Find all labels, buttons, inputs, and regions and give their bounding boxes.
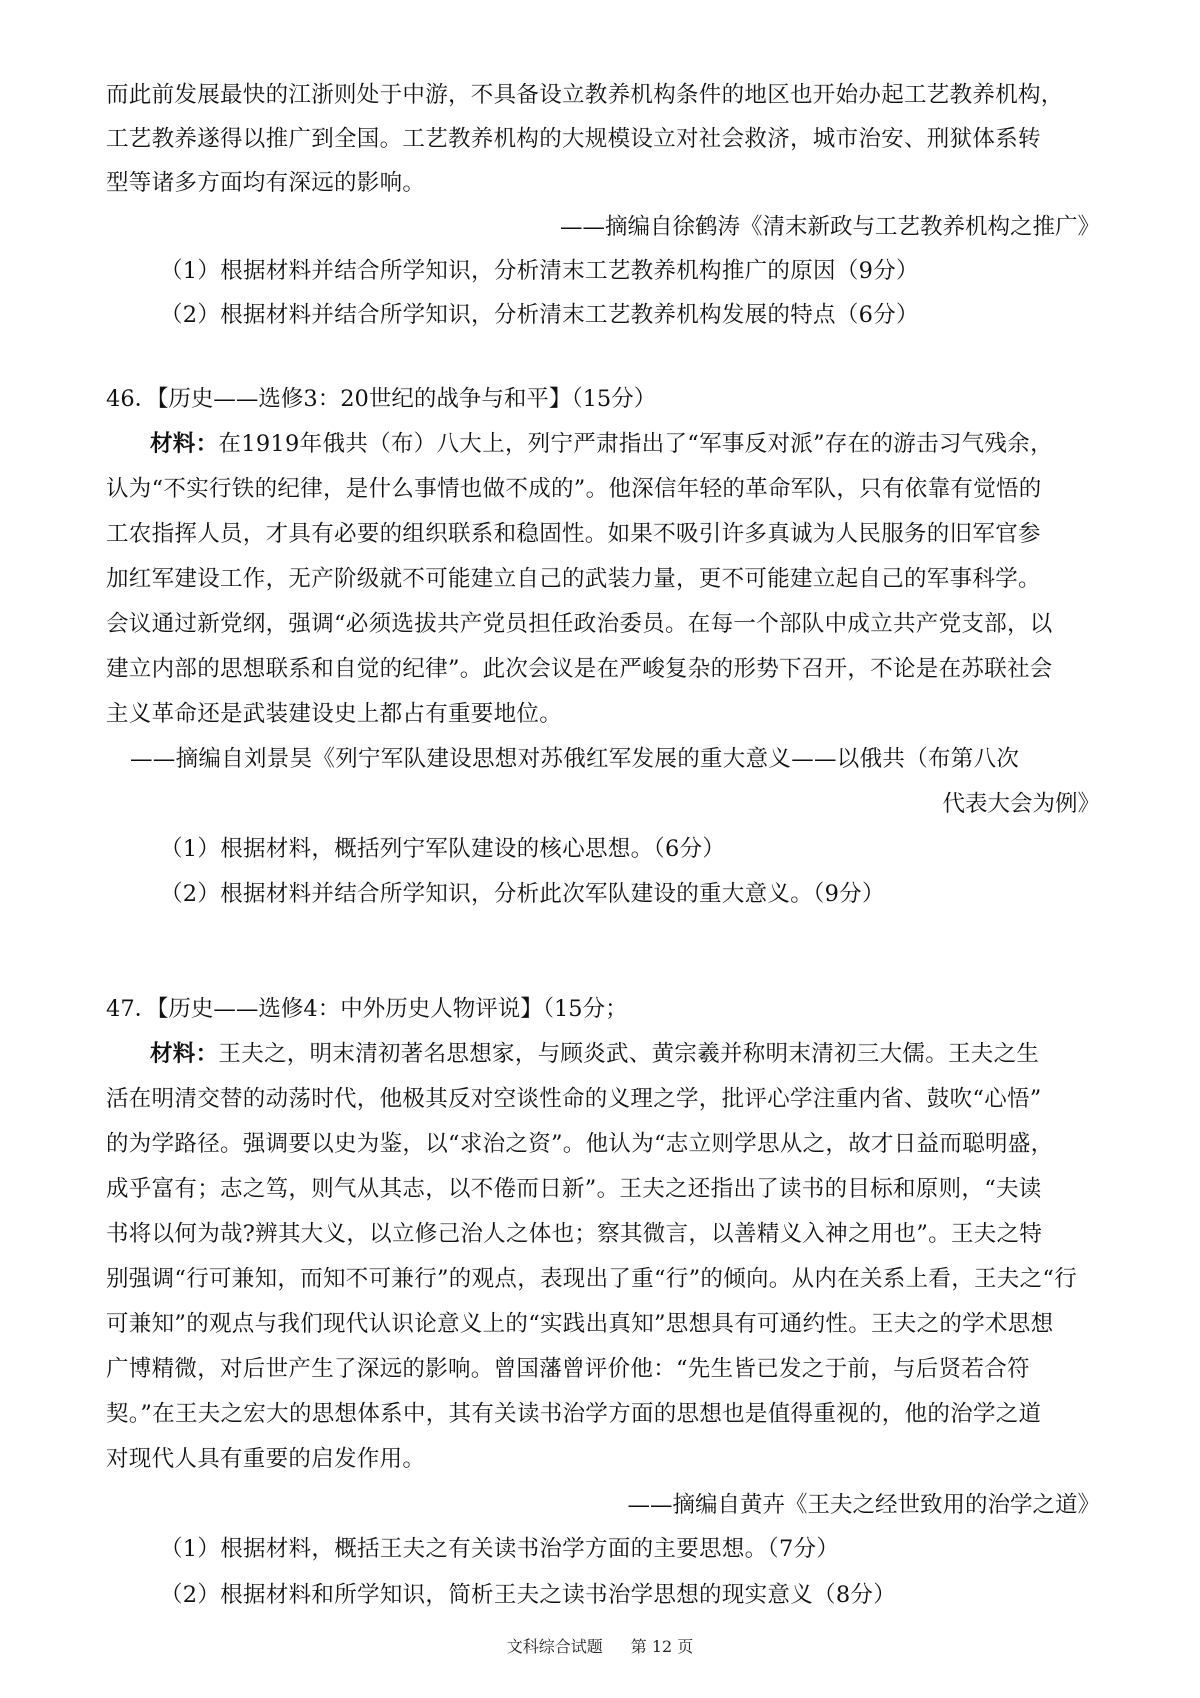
question-item: （1）根据材料，概括列宁军队建设的核心思想。（6分） <box>160 836 726 862</box>
material-line: 可兼知”的观点与我们现代认识论意义上的“实践出真知”思想具有可通约性。王夫之的学术思想 <box>106 1311 1054 1337</box>
question-item: （2）根据材料并结合所学知识，分析清末工艺教养机构发展的特点（6分） <box>160 302 919 328</box>
material-line: 成乎富有；志之笃，则气从其志，以不倦而日新”。王夫之还指出了读书的目标和原则，“夫读 <box>106 1176 1042 1202</box>
material-line: 别强调“行可兼知，而知不可兼行”的观点，表现出了重“行”的倾向。从内在关系上看，王夫之“行 <box>106 1266 1078 1292</box>
material-line: 型等诸多方面均有深远的影响。 <box>106 170 426 196</box>
material-line: 对现代人具有重要的启发作用。 <box>106 1446 426 1472</box>
material-line: 建立内部的思想联系和自觉的纪律”。此次会议是在严峻复杂的形势下召开，不论是在苏联社会 <box>106 656 1053 682</box>
source-citation: ——摘编自徐鹤涛《清末新政与工艺教养机构之推广》 <box>559 214 1100 240</box>
material-line: 活在明清交替的动荡时代，他极其反对空谈性命的义理之学，批评心学注重内省、鼓吹“心悟” <box>106 1086 1042 1112</box>
question-heading: 47．【历史——选修4：中外历史人物评说】（15分； <box>106 996 628 1022</box>
material-line: 工艺教养遂得以推广到全国。工艺教养机构的大规模设立对社会救济，城市治安、刑狱体系转 <box>106 126 1041 152</box>
question-item: （2）根据材料并结合所学知识，分析此次军队建设的重大意义。（9分） <box>160 881 885 907</box>
material-line: 契。”在王夫之宏大的思想体系中，其有关读书治学方面的思想也是值得重视的，他的治学之道 <box>106 1401 1042 1427</box>
material-line: 书将以何为哉?辨其大义，以立修己治人之体也；察其微言，以善精义入神之用也”。王夫之特 <box>106 1221 1043 1247</box>
question-heading: 46．【历史——选修3：20世纪的战争与和平】（15分） <box>106 386 657 412</box>
material-line: 而此前发展最快的江浙则处于中游，不具备设立教养机构条件的地区也开始办起工艺教养机构， <box>106 82 1064 108</box>
question-item: （1）根据材料，概括王夫之有关读书治学方面的主要思想。（7分） <box>160 1536 840 1562</box>
question-item: （1）根据材料并结合所学知识，分析清末工艺教养机构推广的原因（9分） <box>160 258 919 284</box>
footer-page-number: 第 12 页 <box>630 1637 694 1656</box>
material-text: 王夫之，明末清初著名思想家，与顾炎武、黄宗羲并称明末清初三大儒。王夫之生 <box>218 1041 1040 1067</box>
footer-subject: 文科综合试题 <box>506 1637 603 1656</box>
material-line: 广博精微，对后世产生了深远的影响。曾国藩曾评价他：“先生皆已发之于前，与后贤若合符 <box>106 1356 1030 1382</box>
material-line: 会议通过新党纲，强调“必须选拔共产党员担任政治委员。在每一个部队中成立共产党支部，以 <box>106 611 1053 637</box>
page-footer <box>0 1636 1200 1658</box>
material-line: 主义革命还是武装建设史上都占有重要地位。 <box>106 701 563 727</box>
material-line: 加红军建设工作，无产阶级就不可能建立自己的武装力量，更不可能建立起自己的军事科学。 <box>106 566 1041 592</box>
source-citation: ——摘编自刘景昊《列宁军队建设思想对苏俄红军发展的重大意义——以俄共（布第八次 <box>130 746 1020 772</box>
material-first-line <box>150 429 1053 459</box>
question-item: （2）根据材料和所学知识，简析王夫之读书治学思想的现实意义（8分） <box>160 1582 897 1608</box>
material-first-line <box>150 1039 1039 1069</box>
material-label: 材料： <box>150 431 219 457</box>
source-citation: ——摘编自黄卉《王夫之经世致用的治学之道》 <box>627 1492 1100 1518</box>
source-citation-cont: 代表大会为例》 <box>942 791 1100 817</box>
material-line: 认为“不实行铁的纪律，是什么事情也做不成的”。他深信年轻的革命军队，只有依靠有觉悟的 <box>106 476 1042 502</box>
material-line: 工农指挥人员，才具有必要的组织联系和稳固性。如果不吸引许多真诚为人民服务的旧军官参 <box>106 521 1041 547</box>
material-line: 的为学路径。强调要以史为鉴，以“求治之资”。他认为“志立则学思从之，故才日益而聪明盛， <box>106 1131 1054 1157</box>
material-label: 材料： <box>150 1041 219 1067</box>
material-text: 在1919年俄共（布）八大上，列宁严肃指出了“军事反对派”存在的游击习气残余， <box>218 431 1053 457</box>
